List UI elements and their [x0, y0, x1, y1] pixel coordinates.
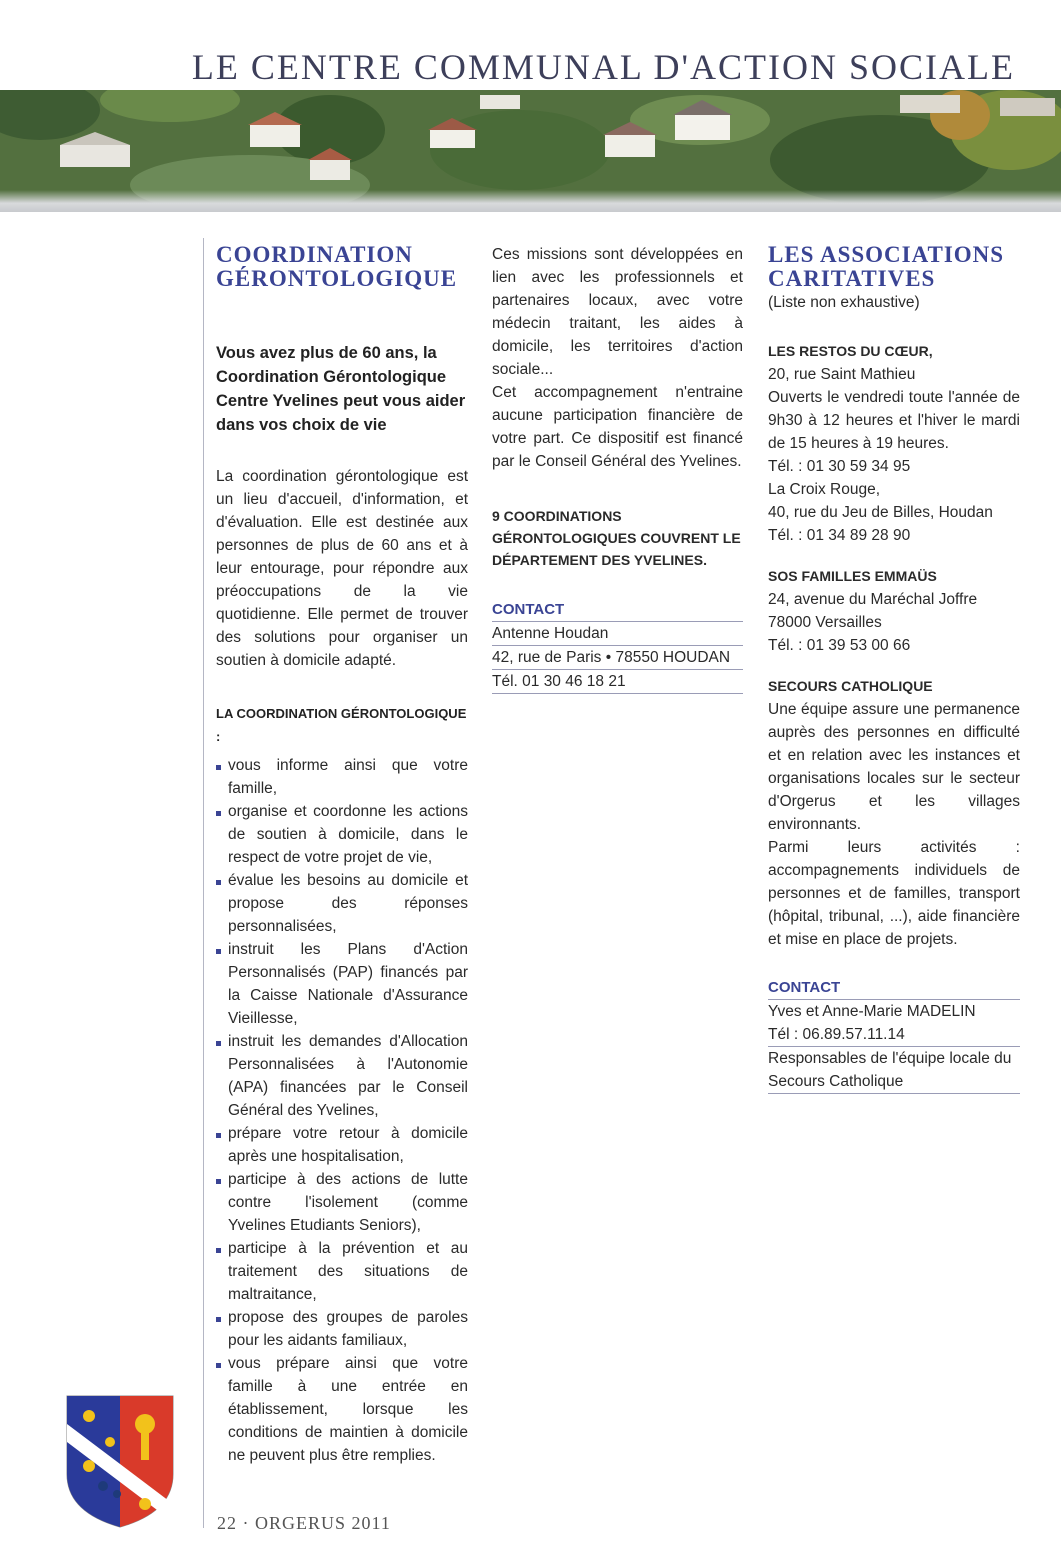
- croix-rouge-tel: Tél. : 01 34 89 28 90: [768, 527, 911, 544]
- aerial-village-banner: [0, 90, 1061, 212]
- bullet-square-icon: [216, 765, 221, 770]
- coordination-intro: La coordination gérontologique est un lieu d'accueil, d'information, et d'évaluation. Elle est destinée aux personnes de plus de 60 ans et à leur entourage, pour répondre aux préoccupations de la vie quotidienne. Elle permet de trouver des solutions pour organiser un soutien à domicile adapté.: [216, 468, 468, 669]
- secours-contact-tel: Tél : 06.89.57.11.14: [768, 1023, 1020, 1047]
- coordination-lead: Vous avez plus de 60 ans, la Coordination Gérontologique Centre Yvelines peut vous aider dans vos choix de vie: [216, 344, 466, 434]
- list-item: propose des groupes de paroles pour les aidants familiaux,: [216, 1306, 468, 1352]
- associations-column: [768, 243, 1020, 1094]
- bullet-square-icon: [216, 1179, 221, 1184]
- bullet-square-icon: [216, 1041, 221, 1046]
- missions-paragraph-2: Cet accompagnement n'entraine aucune participation financière de votre part. Ce dispositif est financé par le Conseil Général des Yvelines.: [492, 384, 743, 470]
- contact-heading: CONTACT: [492, 599, 743, 622]
- column-divider: [203, 238, 204, 1528]
- bullet-square-icon: [216, 1248, 221, 1253]
- secours-contact-role: Responsables de l'équipe locale du Secours Catholique: [768, 1047, 1020, 1094]
- secours-catholique-name: SECOURS CATHOLIQUE: [768, 678, 933, 694]
- restos-hours: Ouverts le vendredi toute l'année de 9h30 à 12 heures et l'hiver le mardi de 15 heures à 19 heures.: [768, 389, 1020, 452]
- bullet-square-icon: [216, 880, 221, 885]
- associations-title: LES ASSOCIATIONS CARITATIVES: [768, 242, 1005, 291]
- orgerus-coat-of-arms-icon: [65, 1394, 175, 1529]
- list-item: organise et coordonne les actions de soutien à domicile, dans le respect de votre projet de vie,: [216, 800, 468, 869]
- bullet-square-icon: [216, 1317, 221, 1322]
- coordinations-count-note: 9 COORDINATIONS GÉRONTOLOGIQUES COUVRENT LE DÉPARTEMENT DES YVELINES.: [492, 508, 741, 568]
- bullet-square-icon: [216, 1133, 221, 1138]
- restos-tel: Tél. : 01 30 59 34 95: [768, 458, 911, 475]
- list-item: vous informe ainsi que votre famille,: [216, 754, 468, 800]
- emmaus-city: 78000 Versailles: [768, 614, 882, 631]
- associations-note: (Liste non exhaustive): [768, 294, 920, 311]
- coordination-title: COORDINATION GÉRONTOLOGIQUE: [216, 242, 458, 291]
- list-item: instruit les Plans d'Action Personnalisés (PAP) financés par la Caisse Nationale d'Assurance Vieillesse,: [216, 938, 468, 1030]
- missions-column: [492, 243, 743, 694]
- contact-line: Tél. 01 30 46 18 21: [492, 670, 743, 694]
- croix-rouge-name: La Croix Rouge,: [768, 481, 881, 498]
- coordination-list: [216, 754, 468, 1467]
- coordination-column: [216, 243, 468, 1467]
- missions-paragraph-1: Ces missions sont développées en lien avec les professionnels et partenaires locaux, avec votre médecin traitant, les aides à domicile, les territoires d'action sociale...: [492, 246, 743, 378]
- list-item: instruit les demandes d'Allocation Personnalisées à l'Autonomie (APA) financées par le Conseil Général des Yvelines,: [216, 1030, 468, 1122]
- coordination-list-title: LA COORDINATION GÉRONTOLOGIQUE :: [216, 706, 467, 744]
- croix-rouge-address: 40, rue du Jeu de Billes, Houdan: [768, 504, 993, 521]
- list-item: prépare votre retour à domicile après une hospitalisation,: [216, 1122, 468, 1168]
- page-footer: 22 · ORGERUS 2011: [217, 1513, 391, 1533]
- emmaus-name: SOS FAMILLES EMMAÜS: [768, 568, 937, 584]
- restos-du-coeur-name: LES RESTOS DU CŒUR,: [768, 343, 933, 359]
- restos-address: 20, rue Saint Mathieu: [768, 366, 916, 383]
- secours-paragraph-1: Une équipe assure une permanence auprès des personnes en difficulté et en relation avec les instances et organisations locales sur le secteur d'Orgerus et les villages environnants.: [768, 701, 1020, 833]
- list-item: vous prépare ainsi que votre famille à une entrée en établissement, lorsque les conditions de maintien à domicile ne peuvent plus être remplies.: [216, 1352, 468, 1467]
- emmaus-tel: Tél. : 01 39 53 00 66: [768, 637, 911, 654]
- secours-contact-heading: CONTACT: [768, 977, 1020, 1000]
- list-item: participe à la prévention et au traitement des situations de maltraitance,: [216, 1237, 468, 1306]
- list-item: évalue les besoins au domicile et propose des réponses personnalisées,: [216, 869, 468, 938]
- bullet-square-icon: [216, 949, 221, 954]
- contact-line: 42, rue de Paris • 78550 HOUDAN: [492, 646, 743, 670]
- page-title: LE CENTRE COMMUNAL D'ACTION SOCIALE: [191, 47, 1015, 87]
- emmaus-address: 24, avenue du Maréchal Joffre: [768, 591, 978, 608]
- bullet-square-icon: [216, 811, 221, 816]
- contact-line: Antenne Houdan: [492, 622, 743, 646]
- secours-contact-name: Yves et Anne-Marie MADELIN: [768, 1003, 976, 1020]
- secours-paragraph-2: Parmi leurs activités : accompagnements individuels de personnes et de familles, transport (hôpital, tribunal, ...), aide financière et mise en place de projets.: [768, 839, 1020, 948]
- list-item: participe à des actions de lutte contre l'isolement (comme Yvelines Etudiants Seniors),: [216, 1168, 468, 1237]
- bullet-square-icon: [216, 1363, 221, 1368]
